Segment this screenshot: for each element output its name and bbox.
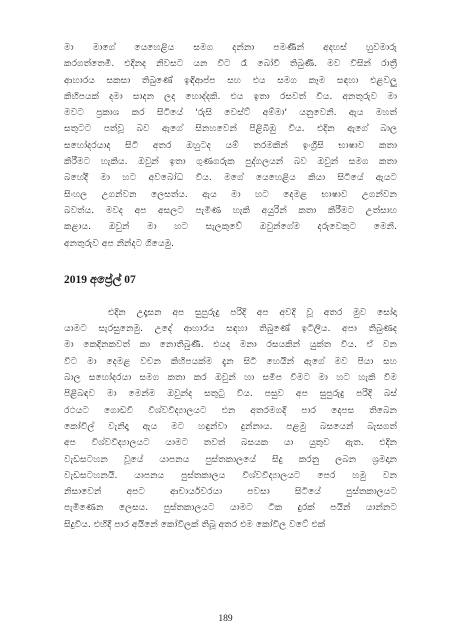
- text-line: බවත්ය. මවද අප අසලට පැමිණ හැකි අයුරින් කතා කිරීමට උත්සාහ: [64, 204, 397, 216]
- text-line: අප විශ්වවිද්‍යාලයට යාමට තවත් බසයක යා යුතුව ඇත. එදින: [64, 437, 397, 449]
- text-line: කරගත්තෙමි. එදිනද නිවසට යන විට රෑ බෝවී තිබුණි. මව විසින් රාත්‍රී: [64, 58, 397, 70]
- text-line: නිසාවෙන් අපට ආචාර්යවරයා පවසා සිටියේ පුස්තකාලයට: [64, 486, 397, 498]
- text-line: සිදුවිය. එහිදී පාර අයිනේ කෝවිලක් තිබූ අතර එම කෝවිල වටේ එක්: [64, 518, 326, 530]
- paragraph-2: [64, 305, 397, 533]
- text-line: සහෝදරයාද සිටි අතර ඔහුටද යම් තරමකින් ඉංග්‍රීසි භාෂාව කතා: [64, 139, 397, 151]
- text-line: රථයට ගොඩවී විශ්වවිද්‍යාලයට එන අතරමගදී පාර දෙපස තිබෙන: [64, 404, 397, 416]
- text-line: පිළිබඳව මා මෙන්ම ඔවුන්ද සතුටු විය. පසුව අප සුපුරුදු පරිදි බස්: [64, 388, 397, 400]
- text-line: බහේදී මා හට අවබෝධ විය. මගේ යෙහෙළිය කියා සිටියේ ඇයට: [64, 172, 397, 184]
- text-line: කෝවිල් වැනිදෑ ඇය මට හඳුන්වා දුන්නාය. පළමු බසයෙන් බැසගත්: [64, 420, 397, 432]
- text-line: පැමිණෙන ලෙසය. පුස්තකාලයට යාමට ටික දුරක් පයින් යාන්නට: [64, 502, 397, 514]
- text-line: යාමට සැරසුනෙමු. උදේ ආහාරය සඳහා තිබුණේ ඉටිලිය. අපා තිබුණද: [64, 323, 397, 335]
- page-number: 189: [218, 614, 233, 624]
- diary-date-heading: 2019 අප්‍රේල් 07: [64, 273, 136, 286]
- text-line: ආහාරය සකසා තිබුණේ ඉඳිආප්ප සහ එය සමග කෑම සඳහා එළවලු: [64, 74, 397, 86]
- text-line: මවට ප්‍රකාශ කර සිටියේ 'රුසි වෙස්ට් අම්මා' යනුවෙනි. ඇය මහත්: [64, 107, 397, 119]
- text-line: කිරීමට හැකිය. ඔවුන් ඉතා ගුණගරුක පුද්ගලයන් බව ඔවුන් සමග කතා: [64, 156, 397, 168]
- text-line: කළාය. ඔවුන් මා හට සැලකුවේ ඔවුන්ගේම දරුවෙකුට මෙනි.: [64, 221, 397, 233]
- text-line: අනතුරුව අප නින්දට ගියෙමු.: [64, 237, 175, 249]
- text-line: කිහිපයක් දමා සාදන ලද හොද්දකි. එය ඉතා රසවත් විය. අනතුරුව මා: [64, 90, 397, 102]
- text-line: සිංහල උගන්වන ලෙසත්ය. ඇය මා හට දෙමළ භාෂාව උගන්වන: [64, 188, 397, 200]
- text-line: වැඩසටහනයි. යාපනය පුස්තකාලය විශ්වවිද්‍යාලයට පෙර හමු වන: [64, 469, 397, 481]
- text-line: බාල සහෝදරයා සමග කතා කර ඔවුන් හා සමීප වීමට මා හට හැකි විම: [64, 372, 397, 384]
- text-line: මා කෙදිනකවත් කා නොතිබුණි. එයද මනා රසයකින් යුක්ත විය. ඒ වන: [64, 339, 397, 351]
- text-line: මා මාගේ යෙහෙළිය සමග දන්නා පමණින් අදහස් හුවමාරු: [64, 42, 397, 53]
- text-line: සතුටට පත්වූ බව ඇගේ සිනහවෙන් පිළිබිඹු විය. එදින ඇගේ බාල: [64, 123, 397, 135]
- text-line: වැඩසටහන වූයේ යාපනය පුස්තකාලයේ සිදු කරනු ලබන ශ්‍රමදාන: [64, 453, 397, 465]
- text-line: එදින උදෑසන අප සුපුරුදු පරිදි අප අවදි වූ අතර මුව සෝදා: [108, 306, 397, 318]
- paragraph-1: [64, 40, 397, 252]
- text-line: විට මා දෙමළ වචන කිහිපයක්ම දැන සිටි හෙයින් ඇගේ මව පියා සහ: [64, 355, 397, 367]
